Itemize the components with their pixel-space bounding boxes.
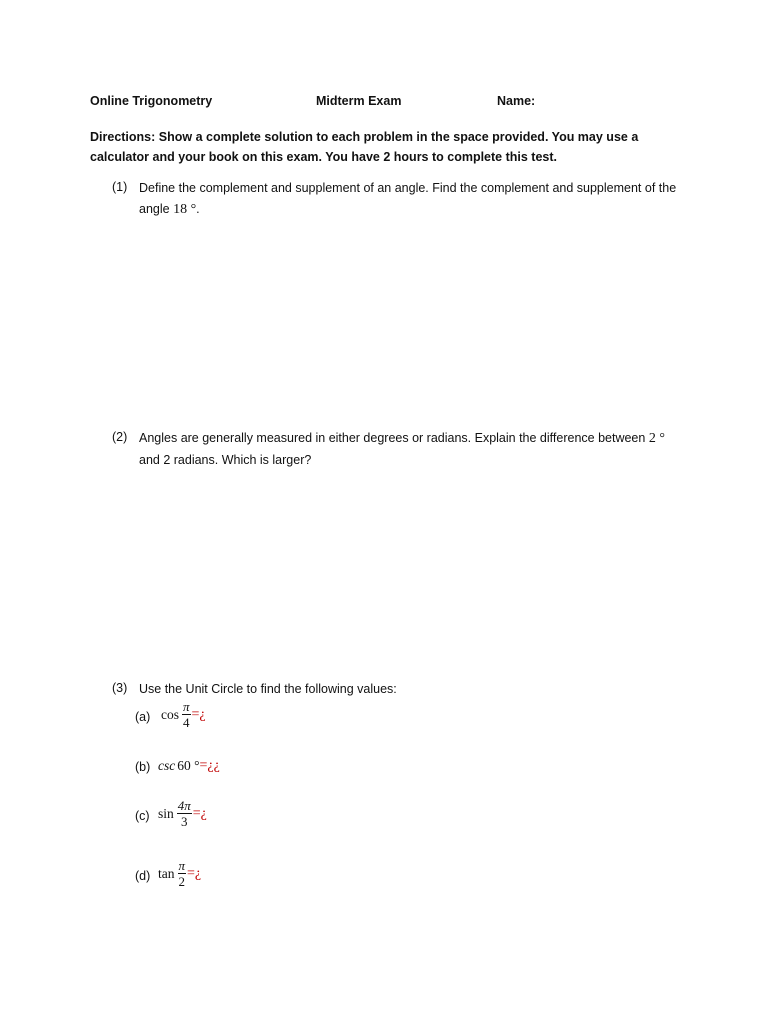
part-b-label: (b)	[135, 760, 151, 774]
part-d-function: tan	[158, 865, 175, 881]
question-2-text-b: and 2 radians. Which is larger?	[139, 452, 312, 467]
part-d-denominator: 2	[178, 874, 185, 889]
part-a-denominator: 4	[183, 715, 190, 730]
part-a-label: (a)	[135, 710, 151, 724]
question-1-text-b: .	[196, 201, 200, 216]
part-d-fraction	[178, 859, 187, 888]
question-3-text: Use the Unit Circle to find the following values:	[139, 682, 397, 696]
question-2-text	[139, 428, 679, 470]
exam-title: Midterm Exam	[316, 94, 402, 108]
part-d-numerator: π	[178, 858, 186, 873]
part-b-result: =¿¿	[199, 758, 220, 773]
part-c-label: (c)	[135, 809, 150, 823]
part-c-function: sin	[158, 805, 174, 821]
part-a-result: =¿	[191, 706, 206, 722]
part-a-numerator: π	[183, 699, 190, 714]
part-a-expression	[161, 700, 206, 729]
part-d-expression	[158, 859, 201, 888]
part-c-numerator: 4π	[177, 798, 191, 813]
part-c-result: =¿	[192, 805, 207, 821]
part-c-fraction	[177, 799, 192, 828]
question-1-angle: 18 °	[173, 201, 197, 217]
question-1-text-a: Define the complement and supplement of an angle. Find the complement and supplement of the angle	[139, 181, 677, 216]
part-c-denominator: 3	[181, 814, 188, 829]
question-2-text-a: Angles are generally measured in either degrees or radians. Explain the difference between	[139, 431, 649, 445]
part-b-function: csc	[158, 758, 176, 773]
question-2-angle: 2 °	[648, 431, 665, 446]
directions: Directions: Show a complete solution to each problem in the space provided. You may use a calculator and your book on this exam. You have 2 hours to complete this test.	[90, 130, 639, 164]
part-b-argument: 60 °	[177, 758, 200, 773]
course-title: Online Trigonometry	[90, 94, 213, 108]
part-c-expression	[158, 799, 207, 828]
question-3-number: (3)	[112, 681, 128, 695]
name-label: Name:	[497, 94, 536, 108]
part-d-label: (d)	[135, 869, 151, 883]
part-d-result: =¿	[187, 865, 202, 881]
part-b-expression	[158, 758, 220, 774]
question-2-number: (2)	[112, 430, 128, 444]
part-a-fraction	[182, 700, 191, 729]
part-a-function: cos	[161, 706, 179, 722]
question-1-number: (1)	[112, 180, 128, 194]
question-1-text	[139, 178, 679, 220]
